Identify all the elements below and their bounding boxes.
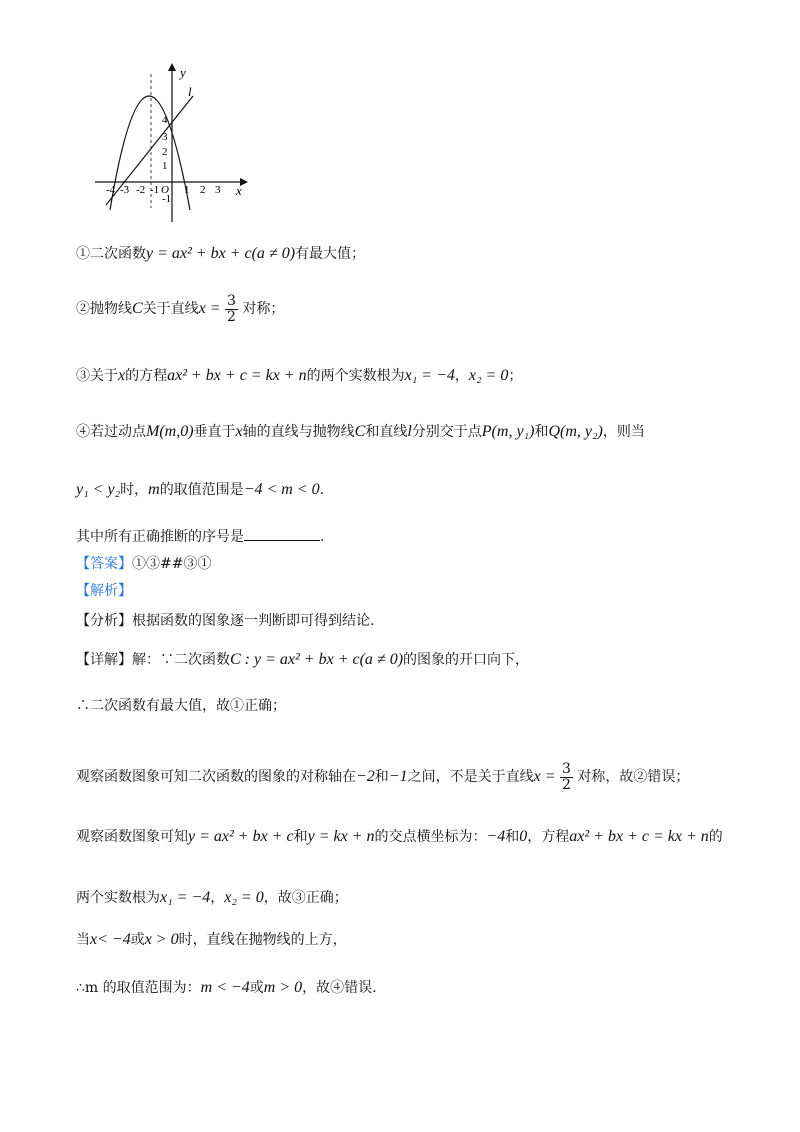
x-tick-label: -2: [136, 184, 146, 196]
answer: 【答案】①③##③①: [76, 556, 212, 572]
statement-3: ③关于x的方程ax² + bx + c = kx + n的两个实数根为x₁ = −4，x₂ = 0；: [76, 367, 523, 384]
y-tick-label: 2: [162, 146, 168, 158]
y-tick-label: 3: [162, 131, 168, 143]
y-axis-arrow-icon: [168, 63, 176, 71]
y-tick-label: -1: [162, 193, 172, 205]
origin-label: O: [161, 184, 169, 196]
y-tick-label: 1: [162, 160, 168, 172]
statement-1: ①二次函数y = ax² + bx + c(a ≠ 0)有最大值；: [76, 245, 366, 262]
question: 其中所有正确推断的序号是 .: [76, 529, 325, 545]
paragraph-3: 观察函数图象可知y = ax² + bx + c和y = kx + n的交点横坐标为：−4和0，方程ax² + bx + c = kx + n的: [76, 828, 723, 845]
x-tick-label: 2: [200, 184, 206, 196]
function-graph: [90, 62, 250, 224]
fraction-three-halves: $\frac{3}{2}$: [227, 293, 236, 325]
x-tick-label: -1: [150, 184, 160, 196]
detail: 【详解】解：∵二次函数C : y = ax² + bx + c(a ≠ 0)的图象的开口向下，: [76, 651, 530, 668]
x-axis-label: x: [236, 183, 242, 198]
x-tick-label: -4: [106, 184, 116, 196]
paragraph-5: 当x< −4或x > 0时，直线在抛物线的上方，: [76, 931, 347, 948]
analysis: 【分析】根据函数的图象逐一判断即可得到结论.: [76, 613, 375, 629]
y-axis-label: y: [180, 65, 186, 80]
x-tick-label: -3: [120, 184, 130, 196]
y-tick-label: 4: [162, 114, 168, 126]
answer-label: 【答案】: [76, 556, 132, 572]
paragraph-2: 观察函数图象可知二次函数的图象的对称轴在−2和−1之间，不是关于直线x = $\frac{3}{2}$ 对称，故②错误；: [76, 761, 690, 793]
paragraph-1: ∴二次函数有最大值，故①正确；: [76, 698, 286, 714]
math-x-eq: x =: [198, 300, 221, 318]
statement-4-cont: y₁ < y₂时，m的取值范围是−4 < m < 0.: [76, 481, 325, 498]
math-equation: ax² + bx + c = kx + n: [167, 367, 307, 384]
x-tick-label: 1: [184, 184, 190, 196]
paragraph-4: 两个实数根为x₁ = −4，x₂ = 0，故③正确；: [76, 889, 348, 906]
answer-blank: [244, 528, 320, 541]
statement-2: ②抛物线C关于直线x = $\frac{3}{2}$ 对称；: [76, 293, 285, 325]
fraction-three-halves: $\frac{3}{2}$: [561, 761, 571, 793]
paragraph-6: ∴m 的取值范围为：m < −4或m > 0，故④错误.: [76, 979, 377, 996]
math-quadratic: y = ax² + bx + c(a ≠ 0): [146, 245, 296, 262]
x-tick-label: 3: [215, 184, 221, 196]
line-l-label: l: [188, 84, 192, 99]
analysis-heading: 【解析】: [76, 583, 132, 599]
statement-4: ④若过动点M(m,0)垂直于x轴的直线与抛物线C和直线l分别交于点P(m, y₁)和Q(m, y₂)，则当: [76, 423, 645, 440]
